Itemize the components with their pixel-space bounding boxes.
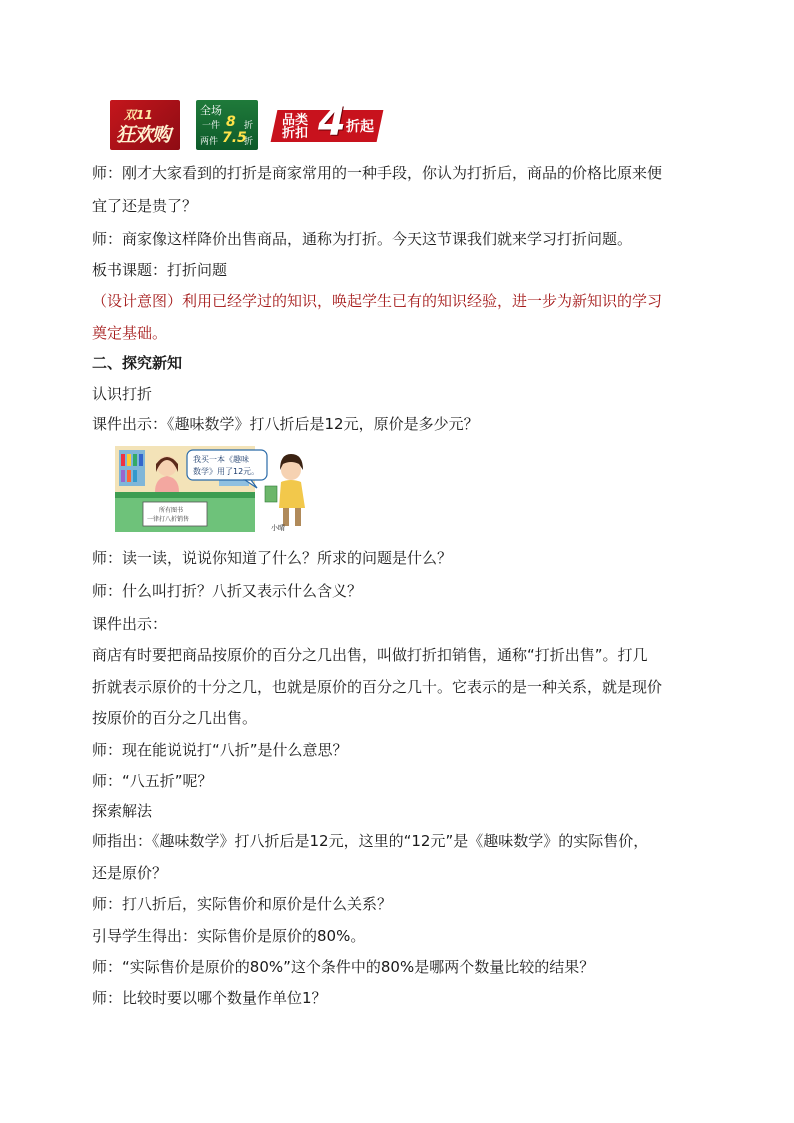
text-line: 师：读一读，说说你知道了什么？所求的问题是什么？ (92, 549, 453, 567)
banner-text: 两件 (200, 137, 219, 147)
banner-number: 4 (318, 99, 346, 145)
banner-text: 折 (244, 137, 254, 147)
text-line: 师：商家像这样降价出售商品，通称为打折。今天这节课我们就来学习打折问题。 (92, 230, 633, 248)
banner-text: 双11 (124, 108, 153, 122)
girl-leg (295, 508, 301, 526)
text-line: 课件出示： (92, 615, 168, 633)
text-line: 折就表示原价的十分之几，也就是原价的百分之几十。它表示的是一种关系，就是现价 (92, 678, 663, 696)
book (139, 454, 143, 466)
promo-banner-double11 (110, 100, 180, 150)
text-line: 商店有时要把商品按原价的百分之几出售，叫做打折扣销售，通称“打折出售”。打几 (92, 646, 648, 664)
character-name: 小晴 (271, 524, 285, 532)
text-line: 课件出示：《趣味数学》打八折后是12元，原价是多少元？ (92, 415, 479, 433)
speech-bubble-text: 数学》用了12元。 (193, 467, 260, 476)
banner-number: 7.5 (222, 130, 247, 146)
promo-banner-category (274, 99, 380, 146)
counter-top (115, 492, 255, 498)
text-line: 师：“八五折”呢？ (92, 772, 213, 790)
subheading: 认识打折 (92, 385, 153, 403)
text-line: 师：刚才大家看到的打折是商家常用的一种手段，你认为打折后，商品的价格比原来便 (92, 164, 663, 182)
shop-illustration (115, 446, 315, 532)
text-line: 师：什么叫打折？八折又表示什么含义？ (92, 582, 363, 600)
text-line: 师指出：《趣味数学》打八折后是12元，这里的“12元”是《趣味数学》的实际售价， (92, 832, 649, 850)
book (127, 454, 131, 466)
banner-number: 8 (226, 114, 236, 130)
banner-text: 折 (244, 121, 254, 131)
text-line: 师：比较时要以哪个数量作单位1？ (92, 989, 327, 1007)
book (121, 454, 125, 466)
text-line: 师：现在能说说打“八折”是什么意思？ (92, 741, 348, 759)
banner-text: 品类折扣 (282, 113, 309, 141)
text-line: 宜了还是贵了？ (92, 197, 198, 215)
banner-text: 折起 (346, 119, 374, 135)
banner-text: 狂欢购 (116, 124, 171, 146)
book (127, 470, 131, 482)
text-line: 师：“实际售价是原价的80%”这个条件中的80%是哪两个数量比较的结果？ (92, 958, 595, 976)
sign-text: 所有图书 (159, 507, 184, 514)
design-intent-text: （设计意图）利用已经学过的知识，唤起学生已有的知识经验，进一步为新知识的学习 (92, 292, 663, 310)
design-intent-text: 奠定基础。 (92, 324, 168, 342)
subheading: 探索解法 (92, 802, 153, 820)
text-line: 按原价的百分之几出售。 (92, 709, 258, 727)
promo-banner-discount (196, 100, 258, 150)
banner-text: 一件 (202, 121, 221, 131)
text-line: 还是原价？ (92, 864, 168, 882)
book-in-hand (265, 486, 277, 502)
banner-text: 全场 (200, 104, 222, 117)
girl-body (279, 480, 305, 508)
book (133, 454, 137, 466)
sign-text: 一律打八折销售 (147, 516, 190, 523)
book (121, 470, 125, 482)
text-line: 板书课题：打折问题 (92, 261, 228, 279)
text-line: 师：打八折后，实际售价和原价是什么关系？ (92, 895, 393, 913)
promo-banners (110, 100, 410, 152)
section-heading: 二、探究新知 (92, 354, 183, 372)
text-line: 引导学生得出：实际售价是原价的80%。 (92, 927, 366, 945)
book (133, 470, 137, 482)
speech-bubble-text: 我买一本《趣味 (193, 455, 249, 464)
